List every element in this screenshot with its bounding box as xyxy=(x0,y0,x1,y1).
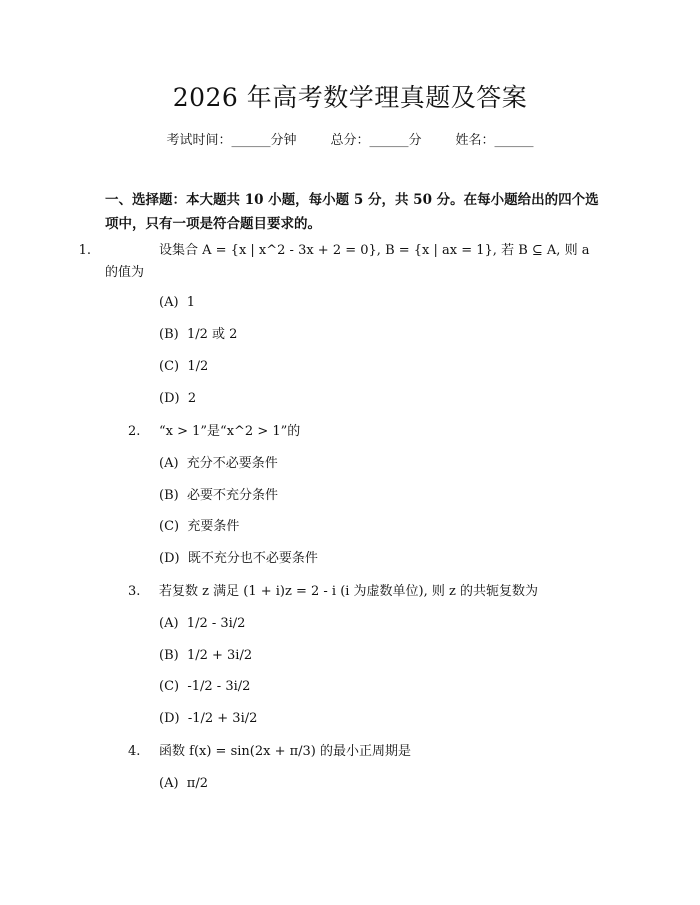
option-a: (A) 1/2 - 3i/2 xyxy=(159,616,246,631)
student-name-field: 姓名：______ xyxy=(455,133,534,148)
question-number: 4. xyxy=(128,744,141,759)
exam-time-field: 考试时间：______分钟 xyxy=(166,133,297,148)
option-d: (D) 既不充分也不必要条件 xyxy=(159,551,318,566)
option-c: (C) -1/2 - 3i/2 xyxy=(159,679,251,694)
option-a: (A) 1 xyxy=(159,295,196,310)
page-title: 2026 年高考数学理真题及答案 xyxy=(172,83,528,112)
option-d: (D) -1/2 + 3i/2 xyxy=(159,711,258,726)
question-text: “x > 1”是“x^2 > 1”的 xyxy=(159,424,301,439)
total-score-field: 总分：______分 xyxy=(330,133,422,148)
question-number: 2. xyxy=(128,424,141,439)
question-text: 若复数 z 满足 (1 + i)z = 2 - i (i 为虚数单位), 则 z 的共轭复数为 xyxy=(159,584,539,599)
option-c: (C) 充要条件 xyxy=(159,519,240,534)
question-text: 函数 f(x) = sin(2x + π/3) 的最小正周期是 xyxy=(159,744,412,759)
option-b: (B) 1/2 或 2 xyxy=(159,327,238,342)
question-number: 1. xyxy=(78,243,91,258)
question-number: 3. xyxy=(128,584,141,599)
exam-info-line xyxy=(0,131,700,151)
question-text-content: 设集合 A = {x | x^2 - 3x + 2 = 0}, B = {x | ax = 1}, 若 B ⊆ A, 则 a 的值为 xyxy=(105,243,594,280)
option-b: (B) 必要不充分条件 xyxy=(159,488,278,503)
option-a: (A) π/2 xyxy=(159,776,208,791)
option-c: (C) 1/2 xyxy=(159,359,209,374)
option-a: (A) 充分不必要条件 xyxy=(159,456,278,471)
question-text xyxy=(78,240,600,284)
option-b: (B) 1/2 + 3i/2 xyxy=(159,648,253,663)
section-heading: 一、选择题：本大题共 10 小题，每小题 5 分，共 50 分。在每小题给出的四个选项中，只有一项是符合题目要求的。 xyxy=(105,192,599,232)
option-d: (D) 2 xyxy=(159,391,197,406)
